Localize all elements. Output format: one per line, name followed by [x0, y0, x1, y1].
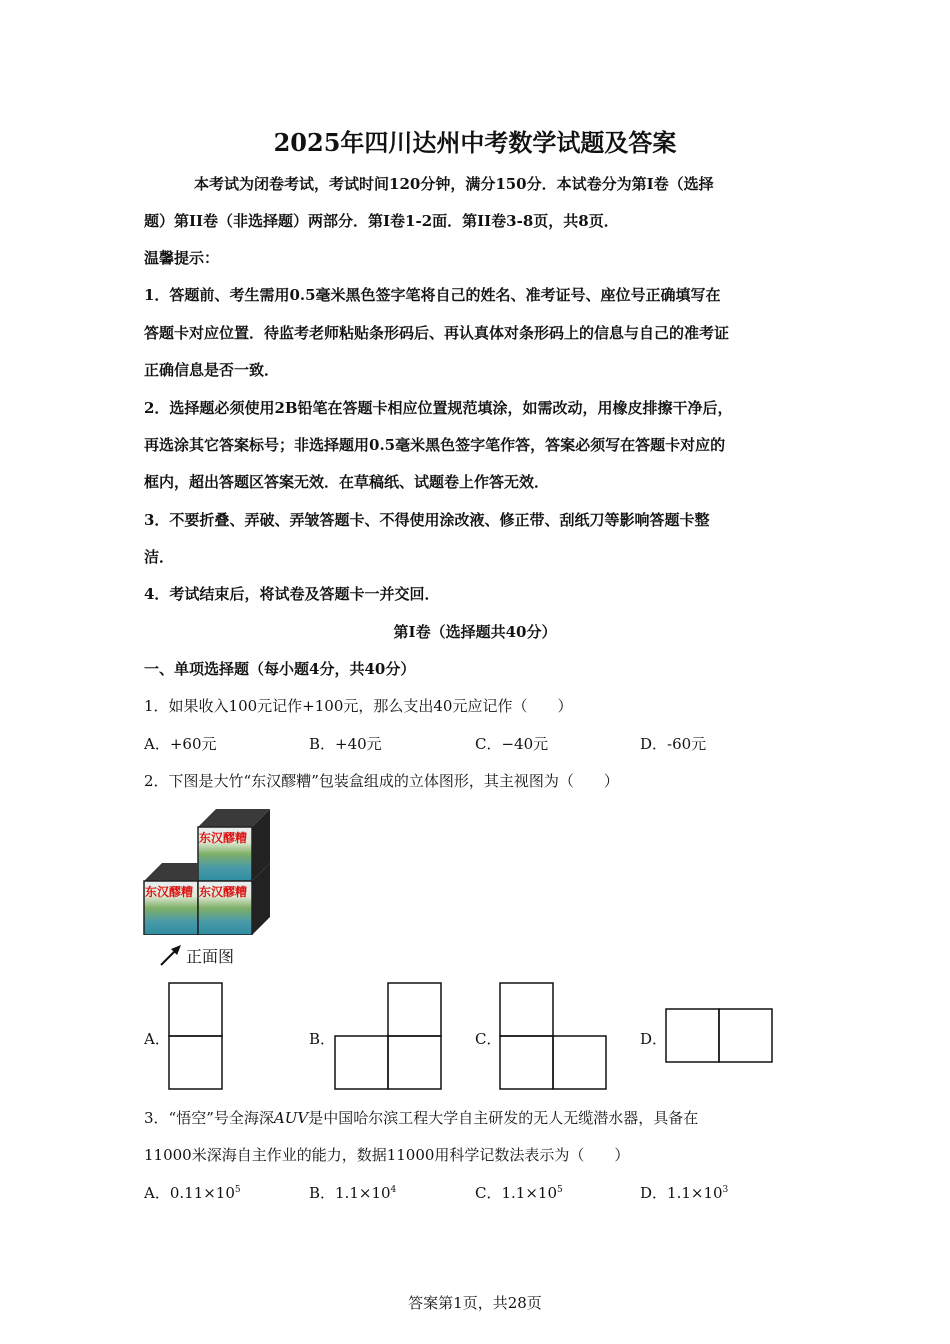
box-label-bottom-right: 东汉醪糟: [199, 885, 248, 899]
question-2-option-c-figure: [499, 982, 609, 1090]
part-title: 一、单项选择题（每小题4分，共40分）: [144, 660, 416, 678]
front-view-label: 正面图: [186, 947, 235, 966]
question-3-option-b-exponent: 4: [390, 1185, 397, 1195]
question-3-option-d-label: D．: [640, 1184, 668, 1202]
question-3-option-c: [475, 1183, 563, 1203]
question-3-option-c-base: 1.1×10: [501, 1184, 557, 1202]
question-1-option-b: B．+40元: [309, 735, 382, 753]
question-3-option-d-base: 1.1×10: [667, 1184, 723, 1202]
box-label-top: 东汉醪糟: [199, 831, 248, 845]
question-1-option-d: D．-60元: [640, 735, 707, 753]
question-3-option-b: [309, 1183, 396, 1203]
tip-3-line-1: 3．不要折叠、弄破、弄皱答题卡、不得使用涂改液、修正带、刮纸刀等影响答题卡整: [144, 511, 710, 529]
question-3-stem-line-2: 11000米深海自主作业的能力，数据11000用科学记数法表示为（ ）: [144, 1146, 630, 1164]
question-2-option-a-figure: [168, 982, 224, 1090]
question-3-option-a-label: A．: [144, 1184, 170, 1202]
question-2-option-d-label: D．: [640, 1030, 668, 1048]
tip-2-line-3: 框内，超出答题区答案无效．在草稿纸、试题卷上作答无效．: [144, 473, 550, 491]
intro-line-1: 本考试为闭卷考试，考试时间120分钟，满分150分．本试卷分为第Ⅰ卷（选择: [194, 175, 714, 193]
question-2-option-d-figure: [665, 1008, 775, 1064]
question-3-option-a-exponent: 5: [234, 1185, 241, 1195]
question-3-stem-line-1: [144, 1108, 698, 1128]
question-2-option-a-label: A．: [144, 1030, 170, 1048]
tip-2-line-1: 2．选择题必须使用2B铅笔在答题卡相应位置规范填涂，如需改动，用橡皮排擦干净后，: [144, 399, 733, 417]
box-stack-figure: [140, 805, 275, 935]
tip-1-line-3: 正确信息是否一致．: [144, 361, 280, 379]
question-2-option-c-label: C．: [475, 1030, 502, 1048]
arrow-icon: [158, 942, 184, 968]
tip-3-line-2: 洁．: [144, 548, 175, 566]
question-1-option-c: C．−40元: [475, 735, 549, 753]
question-3-stem-prefix: 3．“悟空”号全海深: [144, 1109, 274, 1127]
question-3-option-d-exponent: 3: [722, 1185, 729, 1195]
intro-line-2: 题）第II卷（非选择题）两部分．第Ⅰ卷1-2面．第II卷3-8页，共8页．: [144, 212, 619, 230]
page-footer: 答案第1页，共28页: [408, 1294, 542, 1312]
question-3-option-a: [144, 1183, 241, 1203]
question-1-stem: 1．如果收入100元记作+100元，那么支出40元应记作（ ）: [144, 697, 573, 715]
tips-heading: 温馨提示：: [144, 249, 220, 267]
question-3-stem-suffix: 是中国哈尔滨工程大学自主研发的无人无缆潜水器，具备在: [308, 1109, 699, 1127]
question-3-option-a-base: 0.11×10: [169, 1184, 235, 1202]
question-3-auv: AUV: [273, 1109, 309, 1127]
tip-2-line-2: 再选涂其它答案标号；非选择题用0.5毫米黑色签字笔作答，答案必须写在答题卡对应的: [144, 436, 726, 454]
box-label-bottom-left: 东汉醪糟: [145, 885, 194, 899]
tip-1-line-2: 答题卡对应位置．待监考老师粘贴条形码后、再认真体对条形码上的信息与自己的准考证: [144, 324, 730, 342]
question-3-option-b-label: B．: [309, 1184, 336, 1202]
question-2-option-b-label: B．: [309, 1030, 336, 1048]
question-3-option-c-exponent: 5: [557, 1185, 563, 1195]
tip-4: 4．考试结束后，将试卷及答题卡一并交回．: [144, 585, 440, 603]
question-3-option-c-label: C．: [475, 1184, 502, 1202]
question-2-stem: 2．下图是大竹“东汉醪糟”包装盒组成的立体图形，其主视图为（ ）: [144, 772, 619, 790]
section-title: 第Ⅰ卷（选择题共40分）: [393, 623, 557, 641]
tip-1-line-1: 1．答题前、考生需用0.5毫米黑色签字笔将自己的姓名、准考证号、座位号正确填写在: [144, 286, 721, 304]
question-1-option-a: A．+60元: [144, 735, 217, 753]
question-2-option-b-figure: [334, 982, 444, 1090]
question-3-option-b-base: 1.1×10: [335, 1184, 391, 1202]
document-title: 2025年四川达州中考数学试题及答案: [273, 128, 677, 157]
question-3-option-d: [640, 1183, 728, 1203]
